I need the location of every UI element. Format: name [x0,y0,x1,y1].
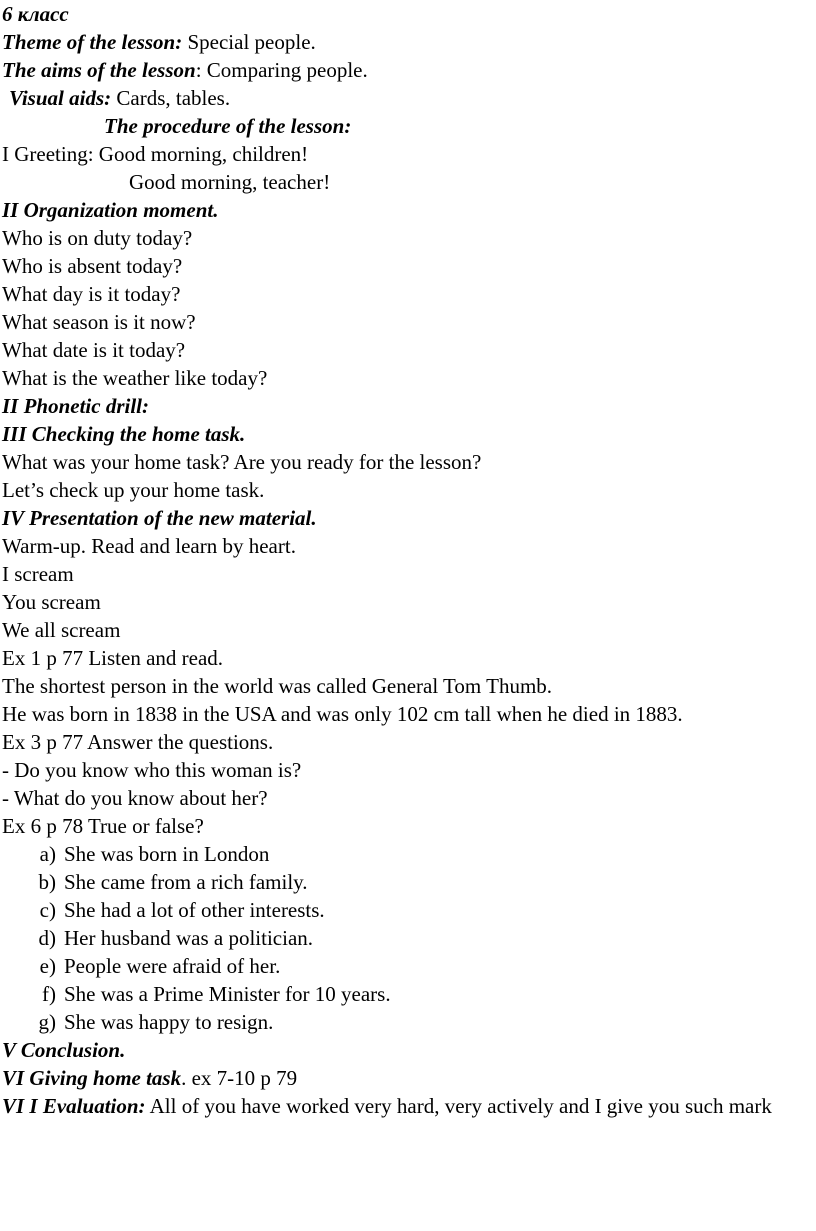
presentation-heading: IV Presentation of the new material. [2,506,317,530]
organization-question: What date is it today? [2,338,186,362]
item-text: She came from a rich family. [64,870,308,894]
presentation-line: You scream [2,590,101,614]
presentation-line: He was born in 1838 in the USA and was only 102 cm tall when he died in 1883. [2,702,683,726]
organization-question: What season is it now? [2,310,196,334]
visual-aids-line [2,84,814,112]
organization-question: Who is on duty today? [2,226,193,250]
item-text: She had a lot of other interests. [64,898,325,922]
organization-question: Who is absent today? [2,254,183,278]
procedure-title: The procedure of the lesson: [104,114,352,138]
true-false-item [2,896,814,924]
homework-check-line: Let’s check up your home task. [2,478,265,502]
evaluation-value: All of you have worked very hard, very actively and I give you such mark [145,1094,772,1118]
presentation-line: Warm-up. Read and learn by heart. [2,534,296,558]
item-text: She was a Prime Minister for 10 years. [64,982,391,1006]
true-false-item [2,924,814,952]
item-letter: f) [42,982,56,1006]
item-letter: e) [39,954,56,978]
greeting-line-1: I Greeting: Good morning, children! [2,142,309,166]
presentation-line: - Do you know who this woman is? [2,758,302,782]
home-task-value: . ex 7-10 p 79 [181,1066,298,1090]
item-letter: d) [38,926,56,950]
presentation-line: - What do you know about her? [2,786,268,810]
item-letter: c) [39,898,56,922]
lesson-plan-document [2,0,814,1120]
true-false-item [2,980,814,1008]
aims-line [2,56,814,84]
item-letter: a) [39,842,56,866]
grade-label: 6 класс [2,2,69,26]
aims-value: : Comparing people. [195,58,368,82]
true-false-item [2,840,814,868]
organization-heading: II Organization moment. [2,198,219,222]
visual-aids-label: Visual aids: [9,86,112,110]
evaluation-line [2,1092,814,1120]
true-false-item [2,952,814,980]
true-false-item [2,1008,814,1036]
item-text: She was born in London [64,842,270,866]
item-text: Her husband was a politician. [64,926,314,950]
aims-label: The aims of the lesson [2,58,196,82]
homework-check-line: What was your home task? Are you ready for the lesson? [2,450,482,474]
greeting-line-2: Good morning, teacher! [129,170,331,194]
item-letter: b) [38,870,56,894]
presentation-line: I scream [2,562,74,586]
phonetic-heading: II Phonetic drill: [2,394,150,418]
presentation-line: Ex 3 p 77 Answer the questions. [2,730,274,754]
theme-value: Special people. [187,30,316,54]
presentation-line: Ex 1 p 77 Listen and read. [2,646,224,670]
visual-aids-value: Cards, tables. [116,86,231,110]
home-task-line [2,1064,814,1092]
grade-line [2,0,814,28]
theme-label: Theme of the lesson: [2,30,183,54]
evaluation-heading: VI I Evaluation: [2,1094,146,1118]
true-false-item [2,868,814,896]
theme-line [2,28,814,56]
item-text: People were afraid of her. [64,954,281,978]
presentation-line: Ex 6 p 78 True or false? [2,814,204,838]
item-text: She was happy to resign. [64,1010,274,1034]
organization-question: What is the weather like today? [2,366,268,390]
conclusion-heading: V Conclusion. [2,1038,126,1062]
item-letter: g) [38,1010,56,1034]
presentation-line: We all scream [2,618,121,642]
home-task-heading: VI Giving home task [2,1066,182,1090]
homework-check-heading: III Checking the home task. [2,422,246,446]
organization-question: What day is it today? [2,282,181,306]
presentation-line: The shortest person in the world was called General Tom Thumb. [2,674,553,698]
